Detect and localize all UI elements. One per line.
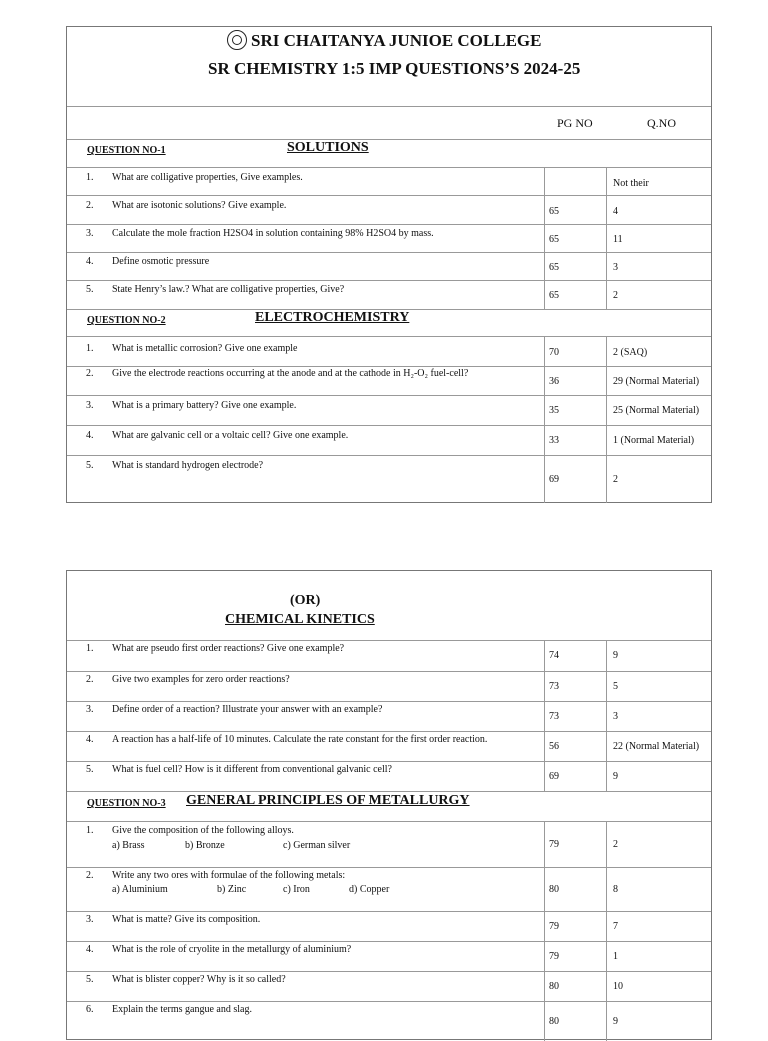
qno-value: 4 — [613, 206, 618, 217]
qno-value: 22 (Normal Material) — [613, 741, 700, 752]
option-text: b) Zinc — [217, 884, 247, 895]
row-number: 2. — [86, 200, 94, 211]
qno-value: 5 — [613, 681, 618, 692]
row-number: 3. — [86, 228, 94, 239]
qno-value: 1 (Normal Material) — [613, 435, 695, 446]
question-text: What is blister copper? Why is it so called? — [112, 974, 286, 985]
college-logo-icon — [227, 30, 247, 50]
row-number: 4. — [86, 944, 94, 955]
page-number: 73 — [549, 711, 559, 722]
question-text: What is fuel cell? How is it different from conventional galvanic cell? — [112, 764, 392, 775]
page-number: 35 — [549, 405, 559, 416]
page-number: 79 — [549, 921, 559, 932]
question-text: What are isotonic solutions? Give example. — [112, 200, 287, 211]
page-number: 65 — [549, 262, 559, 273]
qno-value: 8 — [613, 884, 618, 895]
page-number: 65 — [549, 290, 559, 301]
page-number: 69 — [549, 771, 559, 782]
row-number: 1. — [86, 343, 94, 354]
page-number: 79 — [549, 951, 559, 962]
question-text: Calculate the mole fraction H2SO4 in solution containing 98% H2SO4 by mass. — [112, 228, 434, 239]
row-number: 2. — [86, 674, 94, 685]
qno-value: 2 — [613, 839, 618, 850]
page-number: 65 — [549, 206, 559, 217]
option-text: a) Brass — [112, 840, 145, 851]
row-number: 3. — [86, 400, 94, 411]
question-text: What are colligative properties, Give examples. — [112, 172, 303, 183]
question-no-label: QUESTION NO-3 — [87, 798, 166, 809]
qno-value: 29 (Normal Material) — [613, 376, 700, 387]
row-number: 5. — [86, 460, 94, 471]
question-text: Write any two ores with formulae of the following metals: — [112, 870, 346, 881]
page-number: 80 — [549, 981, 559, 992]
row-number: 3. — [86, 704, 94, 715]
option-text: c) Iron — [283, 884, 310, 895]
question-no-label: QUESTION NO-1 — [87, 145, 166, 156]
qno-value: 2 — [613, 474, 618, 485]
question-text: What is metallic corrosion? Give one example — [112, 343, 298, 354]
section-title-metallurgy: GENERAL PRINCIPLES OF METALLURGY — [186, 793, 470, 808]
section-title-solutions: SOLUTIONS — [287, 140, 369, 155]
college-name: SRI CHAITANYA JUNIOE COLLEGE — [251, 31, 542, 50]
qno-value: 11 — [613, 234, 623, 245]
qno-value: 1 — [613, 951, 618, 962]
question-text: What is standard hydrogen electrode? — [112, 460, 264, 471]
section-title-chemical-kinetics: CHEMICAL KINETICS — [225, 612, 375, 627]
page-number: 80 — [549, 884, 559, 895]
row-number: 5. — [86, 764, 94, 775]
question-text: Give the electrode reactions occurring at the anode and at the cathode in H₂-O₂ fuel-cell? — [112, 368, 469, 379]
qno-value: 9 — [613, 771, 618, 782]
page-number: 36 — [549, 376, 559, 387]
column-header-pg-no: PG NO — [557, 116, 593, 130]
page-number: 74 — [549, 650, 559, 661]
or-label: (OR) — [290, 593, 321, 608]
row-number: 6. — [86, 1004, 94, 1015]
qno-value: 10 — [613, 981, 623, 992]
row-number: 1. — [86, 172, 94, 183]
page-number: 56 — [549, 741, 559, 752]
qno-value: 2 — [613, 290, 618, 301]
qno-value: 7 — [613, 921, 618, 932]
row-number: 2. — [86, 870, 94, 881]
question-text: Explain the terms gangue and slag. — [112, 1004, 252, 1015]
document-subtitle: SR CHEMISTRY 1:5 IMP QUESTIONS’S 2024-25 — [208, 59, 581, 78]
row-number: 4. — [86, 734, 94, 745]
question-text: Give two examples for zero order reactions? — [112, 674, 290, 685]
row-number: 2. — [86, 368, 94, 379]
qno-value: 3 — [613, 262, 618, 273]
page-number: 65 — [549, 234, 559, 245]
qno-value: 3 — [613, 711, 618, 722]
question-text: State Henry’s law.? What are colligative properties, Give? — [112, 284, 345, 295]
qno-value: Not their — [613, 178, 649, 189]
row-number: 5. — [86, 284, 94, 295]
page-number: 80 — [549, 1016, 559, 1027]
question-text: What are galvanic cell or a voltaic cell? Give one example. — [112, 430, 349, 441]
question-text: Define order of a reaction? Illustrate your answer with an example? — [112, 704, 383, 715]
page-number: 69 — [549, 474, 559, 485]
page-number: 70 — [549, 347, 559, 358]
question-text: Define osmotic pressure — [112, 256, 210, 267]
question-text: A reaction has a half-life of 10 minutes. Calculate the rate constant for the first order reaction. — [112, 734, 488, 745]
question-text: What is matte? Give its composition. — [112, 914, 261, 925]
question-text: What is a primary battery? Give one example. — [112, 400, 297, 411]
row-number: 4. — [86, 256, 94, 267]
question-text: What is the role of cryolite in the metallurgy of aluminium? — [112, 944, 352, 955]
page-number: 79 — [549, 839, 559, 850]
column-header-q-no: Q.NO — [647, 116, 676, 130]
page-number: 33 — [549, 435, 559, 446]
row-number: 4. — [86, 430, 94, 441]
qno-value: 2 (SAQ) — [613, 347, 648, 358]
page-number: 73 — [549, 681, 559, 692]
option-text: a) Aluminium — [112, 884, 168, 895]
question-text: What are pseudo first order reactions? Give one example? — [112, 643, 345, 654]
option-text: b) Bronze — [185, 840, 225, 851]
row-number: 5. — [86, 974, 94, 985]
row-number: 1. — [86, 643, 94, 654]
qno-value: 25 (Normal Material) — [613, 405, 700, 416]
question-text: Give the composition of the following alloys. — [112, 825, 294, 836]
section-title-electrochemistry: ELECTROCHEMISTRY — [255, 310, 410, 325]
qno-value: 9 — [613, 1016, 618, 1027]
qno-value: 9 — [613, 650, 618, 661]
option-text: d) Copper — [349, 884, 390, 895]
option-text: c) German silver — [283, 840, 351, 851]
row-number: 1. — [86, 825, 94, 836]
question-no-label: QUESTION NO-2 — [87, 315, 166, 326]
row-number: 3. — [86, 914, 94, 925]
